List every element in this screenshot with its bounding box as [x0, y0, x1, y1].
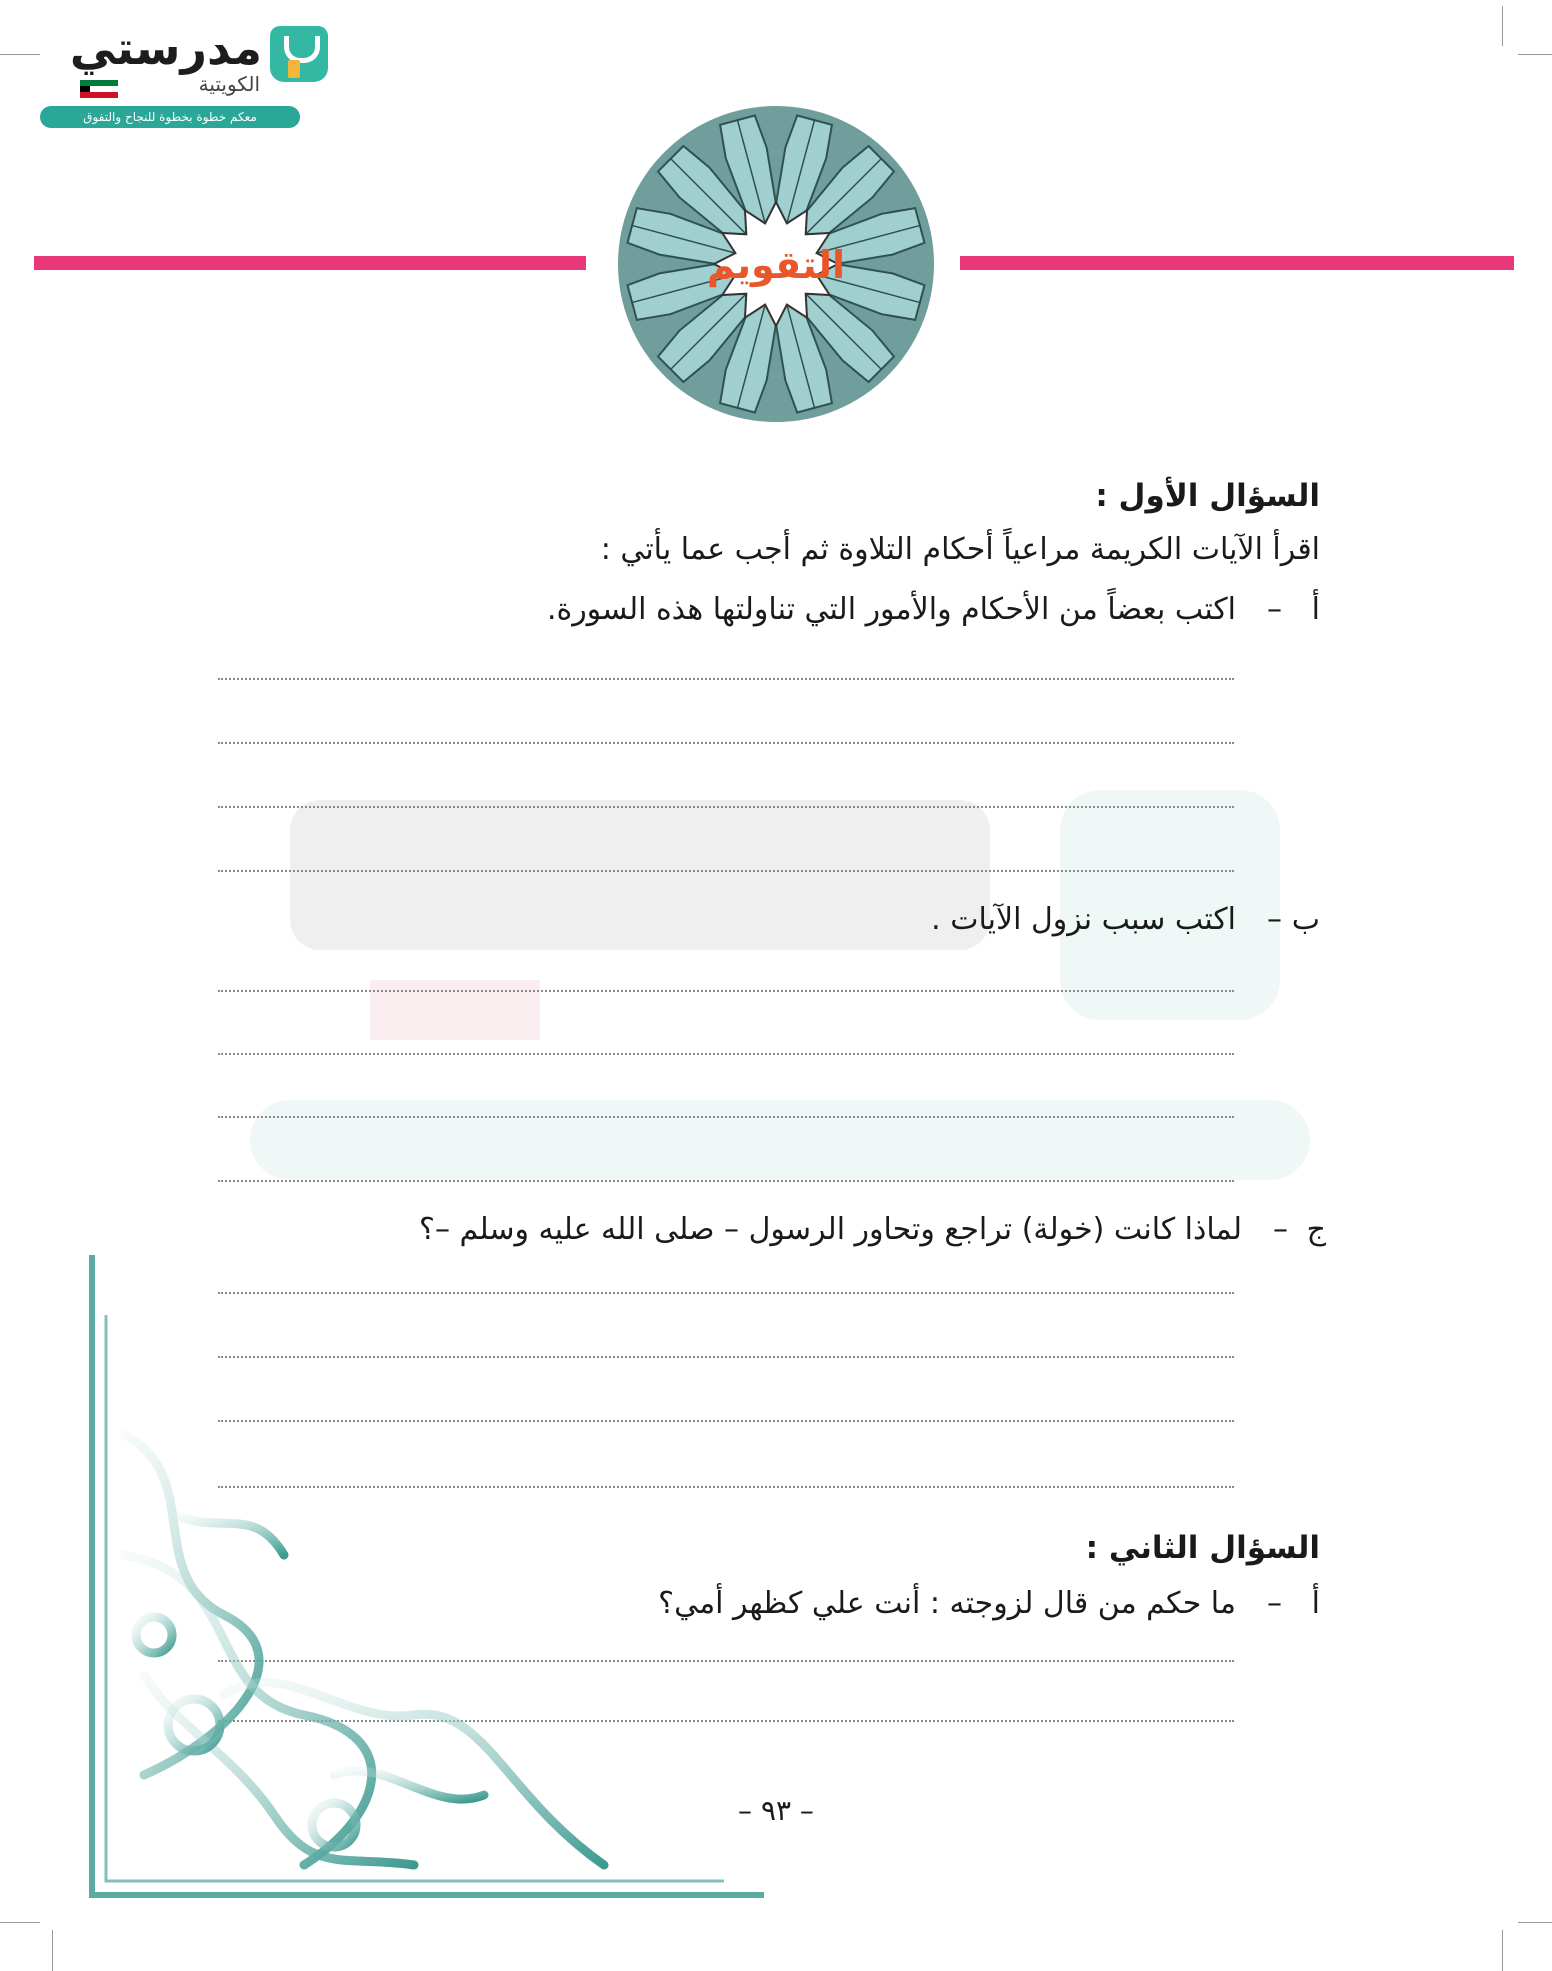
item-dash: – [1273, 1212, 1288, 1247]
crop-mark [1502, 1930, 1503, 1971]
question1-item-a [420, 592, 1320, 636]
answer-line[interactable] [218, 1116, 1234, 1118]
answer-line[interactable] [218, 1180, 1234, 1182]
answer-line[interactable] [218, 870, 1234, 872]
crop-mark [1502, 6, 1503, 46]
crop-mark [0, 1922, 40, 1923]
item-dash: – [1267, 1586, 1282, 1621]
item-letter: ب [1291, 902, 1320, 937]
header-band-right [960, 256, 1514, 270]
answer-line[interactable] [218, 990, 1234, 992]
question2-title: السؤال الثاني : [1085, 1530, 1320, 1566]
question1-item-b [420, 902, 1320, 946]
question1-title: السؤال الأول : [1095, 478, 1320, 514]
page-number: – ٩٣ – [738, 1794, 814, 1827]
item-dash: – [1267, 592, 1282, 627]
crop-mark [1518, 1922, 1552, 1923]
rosette-emblem [606, 94, 946, 434]
answer-line[interactable] [218, 678, 1234, 680]
question1-item-c [326, 1212, 1326, 1256]
item-text: اكتب سبب نزول الآيات . [931, 902, 1236, 937]
section-title: التقويم [706, 243, 846, 287]
site-logo[interactable] [28, 18, 328, 128]
answer-line[interactable] [218, 1053, 1234, 1055]
item-text: ما حكم من قال لزوجته : أنت علي كظهر أمي؟ [658, 1586, 1236, 1621]
crop-mark [1518, 54, 1552, 55]
answer-line[interactable] [218, 742, 1234, 744]
item-text: اكتب بعضاً من الأحكام والأمور التي تناولتها هذه السورة. [546, 592, 1236, 627]
logo-tagline: معكم خطوة بخطوة للنجاح والتفوق [40, 106, 300, 128]
item-letter: ج [1306, 1212, 1326, 1247]
crop-mark [52, 1930, 53, 1971]
item-dash: – [1267, 902, 1282, 937]
logo-name: مدرستي [69, 21, 262, 75]
header-band-left [34, 256, 586, 270]
question1-instruction: اقرأ الآيات الكريمة مراعياً أحكام التلاوة ثم أجب عما يأتي : [600, 532, 1320, 567]
item-letter: أ [1311, 592, 1320, 627]
answer-line[interactable] [218, 806, 1234, 808]
logo-badge-icon [270, 26, 328, 82]
item-letter: أ [1311, 1586, 1320, 1621]
kuwait-flag-icon [80, 80, 118, 98]
ornament-corner [84, 1255, 764, 1905]
logo-subtitle: الكويتية [198, 72, 260, 96]
item-text: لماذا كانت (خولة) تراجع وتحاور الرسول – صلى الله عليه وسلم –؟ [419, 1212, 1242, 1247]
watermark-logo [230, 760, 1330, 1200]
